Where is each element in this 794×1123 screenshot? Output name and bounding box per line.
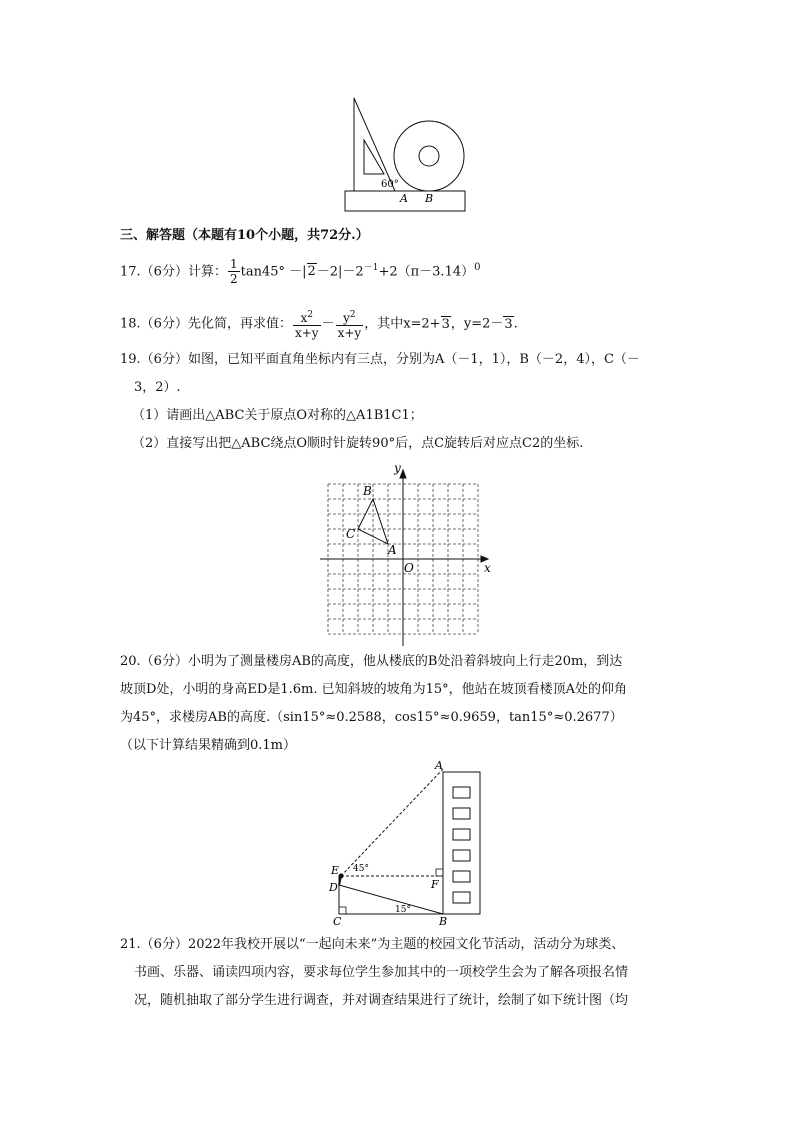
right-angle-c <box>339 907 346 914</box>
q18-mid: ，其中x=2+ <box>364 316 441 332</box>
question-21-line1: 21.（6分）2022年我校开展以“一起向未来”为主题的校园文化节活动，活动分为球类、 <box>120 937 625 952</box>
q17-tail1: tan45° －| <box>240 264 307 280</box>
q17-exp-0: 0 <box>474 262 481 273</box>
question-17 <box>120 256 480 286</box>
y-axis-label: y <box>394 461 401 475</box>
figure-set-square-circle <box>340 92 470 216</box>
question-18 <box>120 308 518 340</box>
label-b: B <box>439 915 448 927</box>
question-19-line1: 19.（6分）如图，已知平面直角坐标内有三点，分别为A（－1，1），B（－2，4），C（－ <box>120 352 640 367</box>
q18-sqrt-a: 3 <box>441 316 450 332</box>
set-square-inner <box>364 140 384 174</box>
q18-fraction-1: $\frac{x^2}{x+y}$ <box>294 310 319 340</box>
question-20-line1: 20.（6分）小明为了测量楼房AB的高度，他从楼底的B处沿着斜坡向上行走20m，到达 <box>120 654 623 669</box>
question-19-sub1: （1）请画出△ABC关于原点O对称的△A1B1C1； <box>132 408 423 423</box>
point-c-label: C <box>346 527 356 541</box>
slope-db <box>339 885 443 914</box>
q18-fraction-2: $\frac{y^2}{x+y}$ <box>337 310 362 340</box>
q17-prefix: 17.（6分）计算： <box>120 264 227 280</box>
set-square-outer <box>354 98 395 191</box>
question-20-line4: （以下计算结果精确到0.1m） <box>120 738 297 753</box>
q18-end: . <box>513 316 518 332</box>
question-19-sub2: （2）直接写出把△ABC绕点O顺时针旋转90°后，点C旋转后对应点C2的坐标. <box>132 436 584 451</box>
q17-sqrt: 2 <box>307 264 316 280</box>
label-d: D <box>329 881 338 894</box>
point-a-label: A <box>388 543 397 557</box>
sight-line <box>341 769 443 876</box>
q18-minus: － <box>321 316 335 332</box>
eye-point <box>339 874 344 879</box>
building-windows <box>453 787 470 903</box>
q18-prefix: 18.（6分）先化简，再求值： <box>120 316 292 332</box>
question-21-line3: 况，随机抽取了部分学生进行调查，并对调查结果进行了统计，绘制了如下统计图（均 <box>134 993 629 1008</box>
disc-outer <box>394 121 464 191</box>
question-20-line2: 坡顶D处，小明的身高ED是1.6m. 已知斜坡的坡角为15°，他站在坡顶看楼顶A处的仰角 <box>120 682 628 697</box>
label-a: A <box>435 759 443 772</box>
label-f: F <box>431 878 439 891</box>
coordinate-grid-figure <box>316 460 496 646</box>
disc-hole <box>419 146 439 166</box>
x-axis-label: x <box>484 561 491 575</box>
q17-tail3: +2（π－3.14） <box>378 264 475 280</box>
point-a-label: A <box>400 192 408 205</box>
q17-fraction: $\frac{1}{2}$ <box>229 257 238 287</box>
building <box>443 772 480 914</box>
label-e: E <box>331 864 340 877</box>
angle-60-label: 60° <box>381 179 399 190</box>
q18-sqrt-b: 3 <box>504 316 513 332</box>
point-b-label: B <box>425 192 434 205</box>
q17-tail2: －2|－2 <box>316 264 364 280</box>
q17-exp-neg1: －1 <box>363 263 379 273</box>
right-angle-f <box>436 869 443 876</box>
point-b-label: B <box>363 484 372 498</box>
section-heading: 三、解答题（本题有10个小题，共72分.） <box>120 228 369 243</box>
question-21-line2: 书画、乐器、诵读四项内容，要求每位学生参加其中的一项校学生会为了解各项报名情 <box>134 965 629 980</box>
building-slope-figure <box>325 757 490 927</box>
angle-45-label: 45° <box>353 864 369 874</box>
label-c: C <box>333 915 342 927</box>
question-19-line2: 3，2）. <box>134 380 181 395</box>
origin-label: O <box>404 561 414 575</box>
question-20-line3: 为45°，求楼房AB的高度.（sin15°≈0.2588，cos15°≈0.9659，tan15°≈0.2677） <box>120 710 623 725</box>
angle-15-label: 15° <box>395 905 411 915</box>
q18-comma: ，y=2－ <box>450 316 504 332</box>
